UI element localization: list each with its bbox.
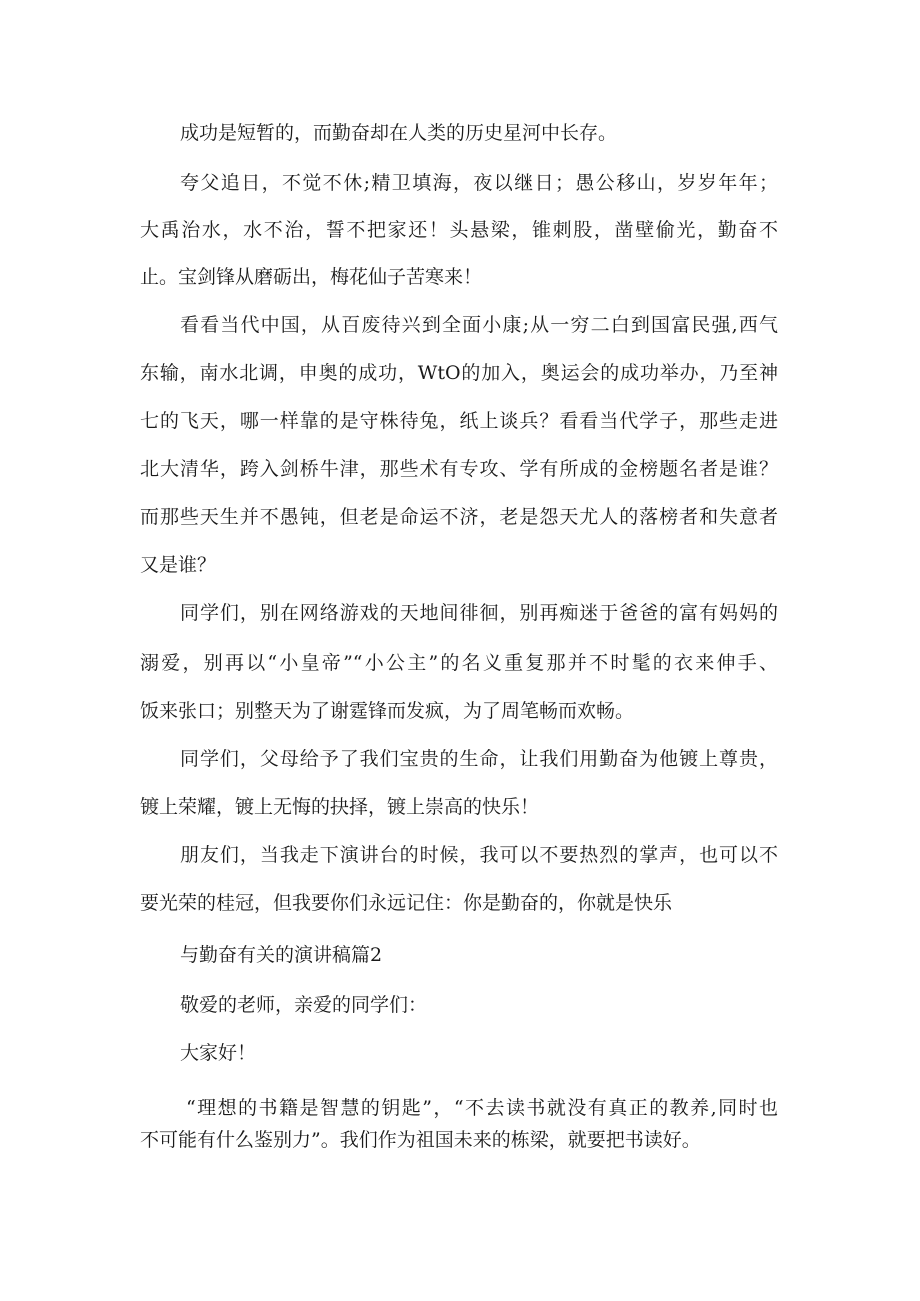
paragraph-line: 同学们，父母给予了我们宝贵的生命，让我们用勤奋为他镀上尊贵，: [180, 748, 778, 770]
paragraph-line: 看看当代中国，从百废待兴到全面小康;从一穷二白到国富民强,西气: [180, 314, 778, 336]
paragraph-line: 溺爱，别再以“小皇帝”“小公主”的名义重复那并不时髦的衣来伸手、: [140, 652, 778, 674]
paragraph-line: 朋友们，当我走下演讲台的时候，我可以不要热烈的掌声，也可以不: [180, 844, 778, 866]
paragraph-line: 成功是短暂的，而勤奋却在人类的历史星河中长存。: [180, 122, 618, 144]
paragraph-line: 镀上荣耀，镀上无悔的抉择，镀上崇高的快乐！: [140, 796, 540, 818]
paragraph-line: 不可能有什么鉴别力”。我们作为祖国未来的栋梁，就要把书读好。: [140, 1129, 701, 1151]
paragraph-line: 又是谁？: [140, 554, 217, 576]
salutation: 敬爱的老师，亲爱的同学们：: [180, 994, 428, 1016]
paragraph-line: 北大清华，跨入剑桥牛津，那些术有专攻、学有所成的金榜题名者是谁？: [140, 458, 778, 480]
paragraph-line: 大禹治水，水不治，誓不把家还！头悬梁，锥刺股，凿壁偷光，勤奋不: [140, 219, 778, 241]
greeting: 大家好！: [180, 1042, 257, 1064]
paragraph-line: 东输，南水北调，申奥的成功，WtO的加入，奥运会的成功举办，乃至神: [140, 362, 778, 384]
paragraph-line: 而那些天生并不愚钝，但老是命运不济，老是怨天尤人的落榜者和失意者: [140, 506, 778, 528]
paragraph-line: 饭来张口；别整天为了谢霆锋而发疯，为了周笔畅而欢畅。: [140, 700, 635, 722]
paragraph-line: “理想的书籍是智慧的钥匙”，“不去读书就没有真正的教养,同时也: [186, 1097, 778, 1119]
paragraph-line: 夸父追日，不觉不休;精卫填海，夜以继日；愚公移山，岁岁年年；: [180, 172, 778, 194]
paragraph-line: 同学们，别在网络游戏的天地间徘徊，别再痴迷于爸爸的富有妈妈的: [180, 602, 778, 624]
paragraph-line: 止。宝剑锋从磨砺出，梅花仙子苦寒来！: [140, 266, 483, 288]
paragraph-line: 七的飞天，哪一样靠的是守株待兔，纸上谈兵？看看当代学子，那些走进: [140, 410, 778, 432]
section-heading: 与勤奋有关的演讲稿篇2: [180, 944, 383, 966]
paragraph-line: 要光荣的桂冠，但我要你们永远记住：你是勤奋的，你就是快乐: [140, 892, 673, 914]
